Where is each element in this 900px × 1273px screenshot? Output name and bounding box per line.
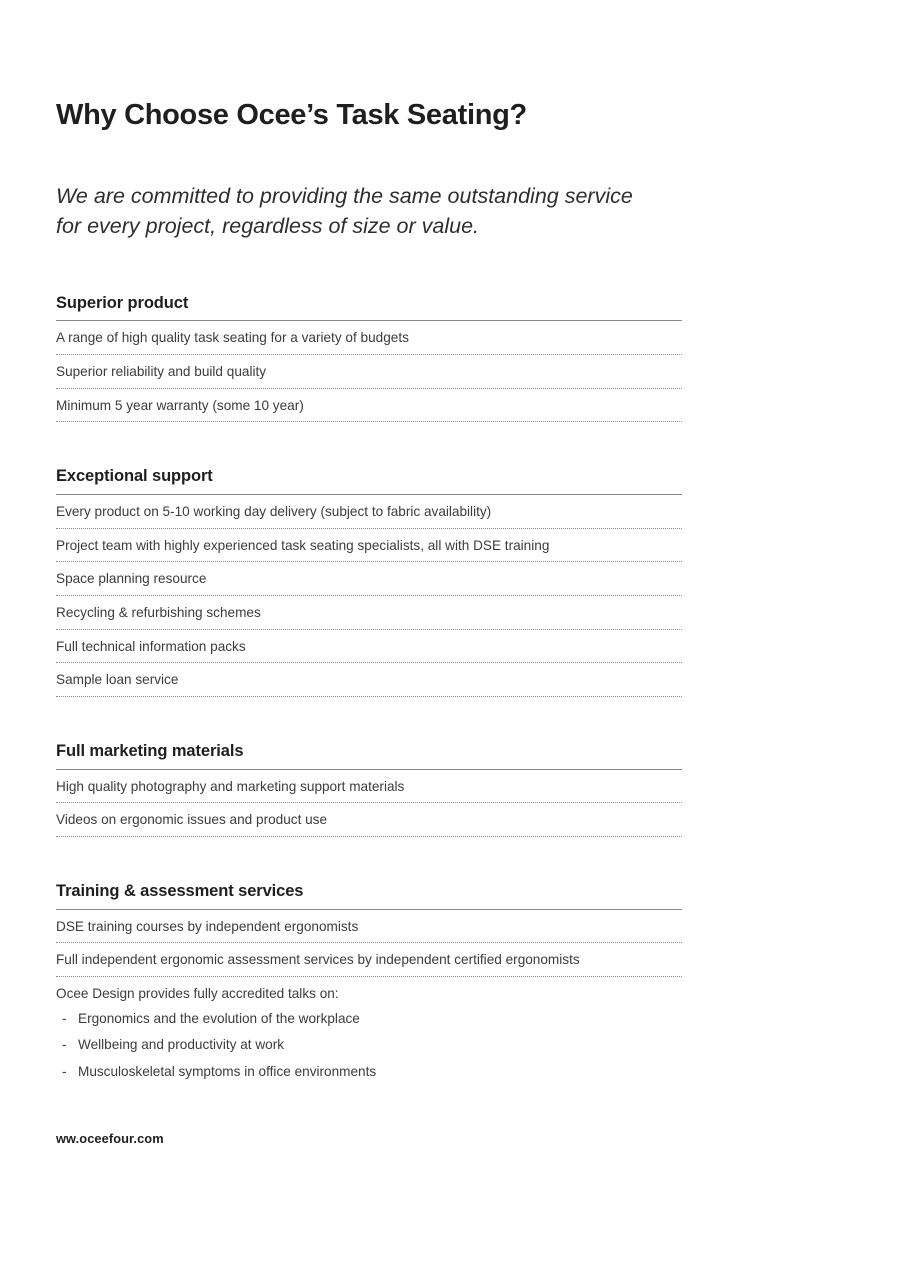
sub-list-item-label: Musculoskeletal symptoms in office environments [78,1064,377,1080]
section-row-list [56,321,682,422]
footer-url: ww.oceefour.com [56,1130,164,1146]
document-content [56,98,682,1146]
sub-list-item-label: Wellbeing and productivity at work [78,1037,285,1053]
sub-list-item [56,1031,682,1058]
sub-list [56,1005,682,1085]
list-item: Superior reliability and build quality [56,355,682,389]
section [56,466,682,697]
list-item: Full independent ergonomic assessment services by independent certified ergonomists [56,943,682,977]
list-item: Minimum 5 year warranty (some 10 year) [56,389,682,423]
list-item: Full technical information packs [56,630,682,664]
sub-list-item-label: Ergonomics and the evolution of the workplace [78,1010,360,1026]
section-heading: Exceptional support [56,466,682,495]
dash-bullet-icon: - [62,1010,67,1026]
section-row-list [56,770,682,837]
page-title: Why Choose Ocee’s Task Seating? [56,99,527,131]
section-heading: Superior product [56,293,682,322]
list-item: DSE training courses by independent ergonomists [56,910,682,944]
subitems-intro: Ocee Design provides fully accredited talks on: [56,986,339,1002]
dash-bullet-icon: - [62,1037,67,1053]
section-row-list [56,495,682,697]
list-item: Recycling & refurbishing schemes [56,596,682,630]
section [56,741,682,837]
sub-list-item [56,1005,682,1032]
section [56,881,682,1085]
section [56,293,682,423]
list-item: Sample loan service [56,663,682,697]
sections-container [56,293,682,1085]
list-item: High quality photography and marketing support materials [56,770,682,804]
dash-bullet-icon: - [62,1064,67,1080]
sub-list-item [56,1058,682,1085]
list-item: Project team with highly experienced task seating specialists, all with DSE training [56,529,682,563]
list-item: Videos on ergonomic issues and product use [56,803,682,837]
section-row-list [56,910,682,977]
list-item: Every product on 5-10 working day delivery (subject to fabric availability) [56,495,682,529]
list-item: Space planning resource [56,562,682,596]
page-subtitle: We are committed to providing the same outstanding service for every project, regardless of size or value. [56,183,633,238]
section-heading: Full marketing materials [56,741,682,770]
list-item: A range of high quality task seating for a variety of budgets [56,321,682,355]
section-heading: Training & assessment services [56,881,682,910]
